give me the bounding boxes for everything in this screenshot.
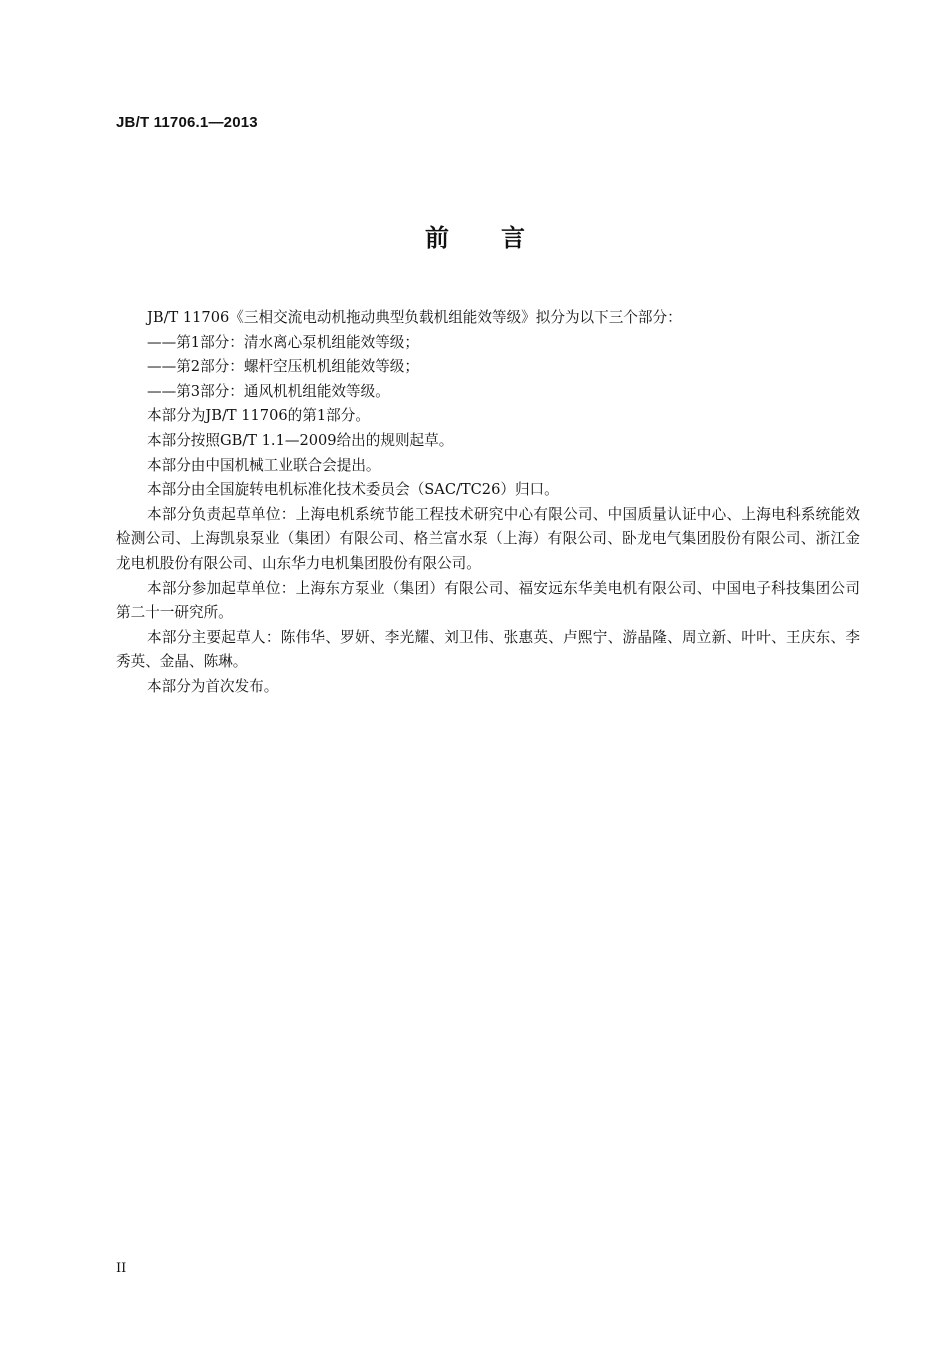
paragraph-main-drafters: 本部分主要起草人：陈伟华、罗妍、李光耀、刘卫伟、张惠英、卢熙宁、游晶隆、周立新、叶叶、王庆东、李秀英、金晶、陈琳。 <box>116 628 860 671</box>
paragraph-participating-drafters: 本部分参加起草单位：上海东方泵业（集团）有限公司、福安远东华美电机有限公司、中国电子科技集团公司第二十一研究所。 <box>116 579 860 622</box>
list-item-part-1: ——第1部分：清水离心泵机组能效等级； <box>147 333 419 351</box>
paragraph-proposer: 本部分由中国机械工业联合会提出。 <box>147 456 381 474</box>
list-item-part-3: ——第3部分：通风机机组能效等级。 <box>147 382 390 400</box>
paragraph-drafting-rule: 本部分按照GB/T 1.1—2009给出的规则起草。 <box>147 431 454 449</box>
paragraph-part-statement: 本部分为JB/T 11706的第1部分。 <box>147 407 370 425</box>
page-title-char-1: 前 <box>425 224 449 252</box>
page-title-char-2: 言 <box>501 224 525 252</box>
list-item-part-2: ——第2部分：螺杆空压机机组能效等级； <box>147 358 419 376</box>
foreword-body <box>116 306 860 700</box>
page-number: II <box>116 1261 127 1276</box>
document-code: JB/T 11706.1—2013 <box>116 114 258 131</box>
paragraph-administration: 本部分由全国旋转电机标准化技术委员会（SAC/TC26）归口。 <box>147 481 559 499</box>
page-title <box>0 218 950 253</box>
paragraph-responsible-drafters: 本部分负责起草单位：上海电机系统节能工程技术研究中心有限公司、中国质量认证中心、上海电科系统能效检测公司、上海凯泉泵业（集团）有限公司、格兰富水泵（上海）有限公司、卧龙电气集团股份有限公司、浙江金龙电机股份有限公司、山东华力电机集团股份有限公司。 <box>116 505 860 572</box>
paragraph-intro: JB/T 11706《三相交流电动机拖动典型负载机组能效等级》拟分为以下三个部分： <box>147 309 682 326</box>
paragraph-first-release: 本部分为首次发布。 <box>147 677 279 695</box>
